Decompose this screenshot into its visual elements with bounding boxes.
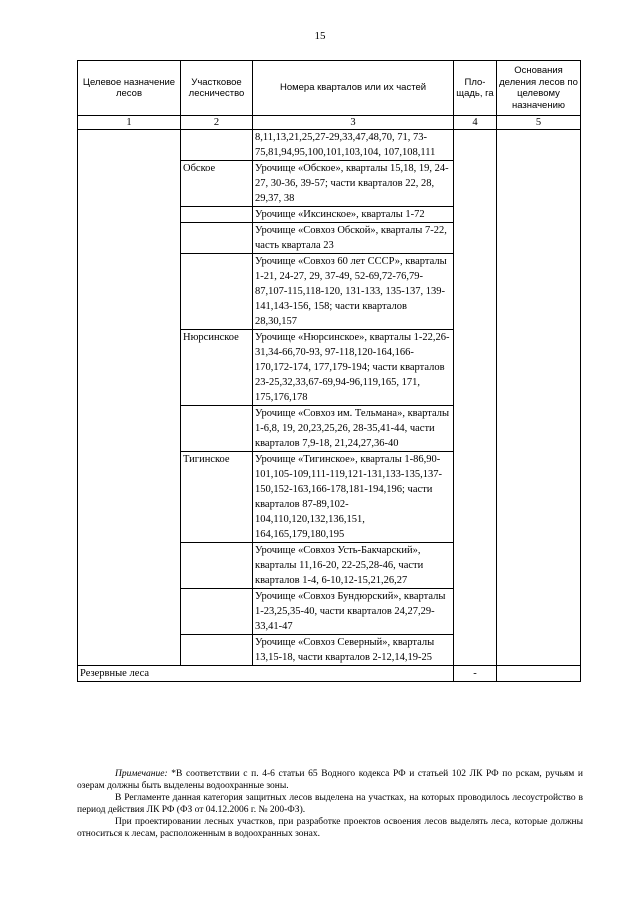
reserve-area: - [454,666,497,682]
column-number: 1 [78,116,181,130]
forest-purpose-table [77,60,581,682]
header-row [78,61,581,116]
district-cell: Обское [181,161,253,207]
header-basis: Основания деления лесов по целевому назначению [497,61,581,116]
note-paragraph: При проектировании лесных участков, при разработке проектов освоения лесов выделять леса, которые должны относиться к лесам, расположенным в водоохранных зонах. [77,817,583,839]
quarters-cell: Урочище «Совхоз Усть-Бакчарский», кварталы 11,16-20, 22-25,28-46, части кварталов 1-4, 6-10,12-15,21,26,27 [253,543,454,589]
table-row [78,130,581,161]
column-number-row [78,116,581,130]
note-paragraph [77,768,583,792]
header-purpose: Целевое назначение лесов [78,61,181,116]
district-cell [181,254,253,330]
header-area: Пло-щадь, га [454,61,497,116]
district-cell [181,543,253,589]
quarters-cell: Урочище «Тигинское», кварталы 1-86,90-101,105-109,111-119,121-131,133-135,137-150,152-163,166-178,181-194,196; части кварталов 87-89,102-104,110,120,132,136,151, 164,165,179,180,195 [253,452,454,543]
column-number: 3 [253,116,454,130]
column-number: 2 [181,116,253,130]
quarters-cell: Урочище «Обское», кварталы 15,18, 19, 24-27, 30-36, 39-57; части кварталов 22, 28, 29,37, 38 [253,161,454,207]
area-cell [454,130,497,666]
note-label: Примечание: [115,769,168,779]
quarters-cell: Урочище «Совхоз им. Тельмана», кварталы 1-6,8, 19, 20,23,25,26, 28-35,41-44, части кварталов 7,9-18, 21,24,27,36-40 [253,406,454,452]
district-cell [181,406,253,452]
district-cell [181,635,253,666]
quarters-cell: Урочище «Совхоз 60 лет СССР», кварталы 1-21, 24-27, 29, 37-49, 52-69,72-76,79-87,107-115,118-120, 131-133, 135-137, 139-141,143-156, 158; части кварталов 28,30,157 [253,254,454,330]
basis-cell [497,130,581,666]
note-text: *В соответствии с п. 4-6 статьи 65 Водного кодекса РФ и статьей 102 ЛК РФ по рскам, ручьям и озерам должны быть выделены водоохранные зоны. [77,769,583,791]
note-paragraph: В Регламенте данная категория защитных лесов выделена на участках, на которых проводилось лесоустройство в период действия ЛК РФ (ФЗ от 04.12.2006 г. № 200-ФЗ). [77,793,583,815]
quarters-cell: Урочище «Иксинское», кварталы 1-72 [253,207,454,223]
reserve-row [78,666,581,682]
quarters-cell: 8,11,13,21,25,27-29,33,47,48,70, 71, 73-75,81,94,95,100,101,103,104, 107,108,111 [253,130,454,161]
header-quarters: Номера кварталов или их частей [253,61,454,116]
district-cell: Нюрсинское [181,330,253,406]
purpose-cell [78,130,181,666]
district-cell [181,589,253,635]
quarters-cell: Урочище «Совхоз Обской», кварталы 7-22, часть квартала 23 [253,223,454,254]
reserve-basis [497,666,581,682]
quarters-cell: Урочище «Нюрсинское», кварталы 1-22,26-31,34-66,70-93, 97-118,120-164,166-170,172-174, 177,179-194; части кварталов 23-25,32,33,67-69,94-96,119,165, 171, 175,176,178 [253,330,454,406]
district-cell [181,130,253,161]
district-cell: Тигинское [181,452,253,543]
column-number: 5 [497,116,581,130]
column-number: 4 [454,116,497,130]
notes-section [77,768,583,840]
quarters-cell: Урочище «Совхоз Бундюрский», кварталы 1-23,25,35-40, части кварталов 24,27,29-33,41-47 [253,589,454,635]
reserve-label: Резервные леса [78,666,454,682]
district-cell [181,207,253,223]
quarters-cell: Урочище «Совхоз Северный», кварталы 13,15-18, части кварталов 2-12,14,19-25 [253,635,454,666]
page-number: 15 [314,30,326,42]
district-cell [181,223,253,254]
header-district: Участковое лесничество [181,61,253,116]
